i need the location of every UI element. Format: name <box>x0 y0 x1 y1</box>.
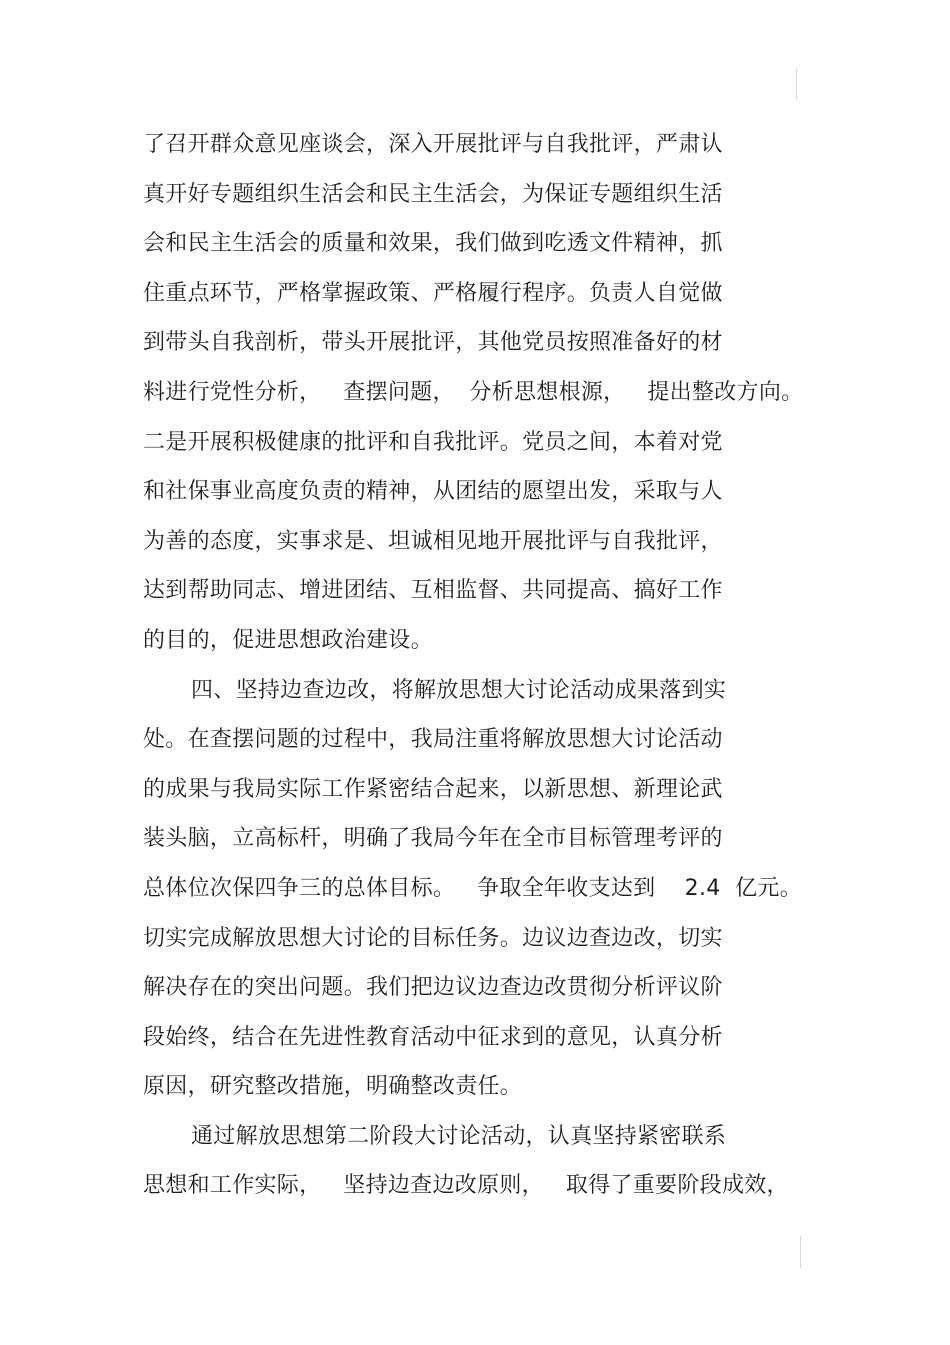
text-line: 的目的，促进思想政治建设。 <box>143 627 433 653</box>
text-line: 总体位次保四争三的总体目标。 争取全年收支达到 2.4 亿元。 <box>143 875 803 901</box>
text-line: 真开好专题组织生活会和民主生活会，为保证专题组织生活 <box>143 181 723 207</box>
text-line: 装头脑，立高标杆，明确了我局今年在全市目标管理考评的 <box>143 826 723 852</box>
text-line: 段始终，结合在先进性教育活动中征求到的意见，认真分析 <box>143 1024 723 1050</box>
text-line: 二是开展积极健康的批评和自我批评。党员之间，本着对党 <box>143 429 723 455</box>
text-line: 到带头自我剖析，带头开展批评，其他党员按照准备好的材 <box>143 330 723 356</box>
text-line: 住重点环节，严格掌握政策、严格履行程序。负责人自觉做 <box>143 280 723 306</box>
text-line: 解决存在的突出问题。我们把边议边查边改贯彻分析评议阶 <box>143 975 723 1001</box>
text-line: 切实完成解放思想大讨论的目标任务。边议边查边改，切实 <box>143 925 723 951</box>
text-line: 料进行党性分析， 查摆问题， 分析思想根源， 提出整改方向。 <box>143 379 804 405</box>
body-text <box>143 120 823 1211</box>
page-corner-mark-bottom <box>800 1236 801 1268</box>
text-line: 思想和工作实际， 坚持边查边改原则， 取得了重要阶段成效， <box>143 1173 789 1199</box>
text-line: 的成果与我局实际工作紧密结合起来，以新思想、新理论武 <box>143 776 723 802</box>
text-line: 原因，研究整改措施，明确整改责任。 <box>143 1074 523 1100</box>
text-line: 达到帮助同志、增进团结、互相监督、共同提高、搞好工作 <box>143 578 723 604</box>
text-line: 为善的态度，实事求是、坦诚相见地开展批评与自我批评， <box>143 528 723 554</box>
text-line: 了召开群众意见座谈会，深入开展批评与自我批评，严肃认 <box>143 132 723 157</box>
text-line: 和社保事业高度负责的精神，从团结的愿望出发，采取与人 <box>143 479 723 505</box>
text-line: 处。在查摆问题的过程中，我局注重将解放思想大讨论活动 <box>143 727 723 753</box>
text-line: 会和民主生活会的质量和效果，我们做到吃透文件精神，抓 <box>143 231 723 257</box>
page-corner-mark-top <box>796 68 797 100</box>
text-line: 四、坚持边查边改，将解放思想大讨论活动成果落到实 <box>191 677 727 703</box>
text-line: 通过解放思想第二阶段大讨论活动，认真坚持紧密联系 <box>191 1123 727 1149</box>
